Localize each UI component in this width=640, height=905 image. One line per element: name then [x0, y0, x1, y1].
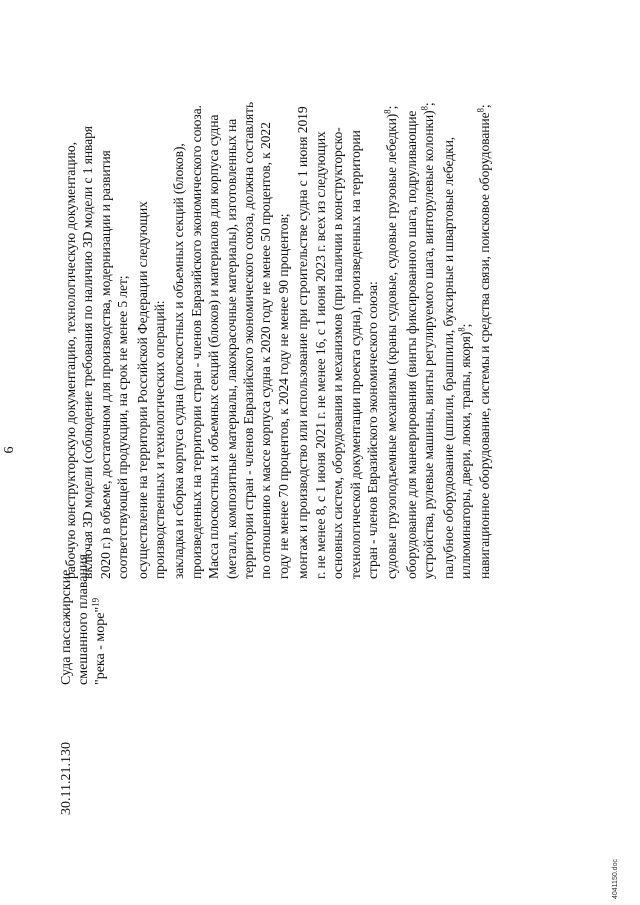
requirement-item	[62, 99, 132, 579]
requirement-text: палубное оборудование (шпили, брашпили, буксирные и швартовые лебедки, иллюминаторы, двери, люки, трапы, якоря)	[440, 136, 473, 579]
requirement-item	[294, 99, 381, 579]
document-filename: 4041150.doc	[612, 859, 619, 899]
requirement-text: монтаж и производство или использование при строительстве судна с 1 июня 2019 г. не менее 8, с 1 июня 2021 г. не менее 16, с 1 июня 2023 г. всех из следующих основных систем, оборудования и механизмов (при наличии в конструкторско-технологической документации проекта судна), произведенных на территории стран - членов Евразийского экономического союза:	[295, 106, 380, 579]
requirement-item	[134, 99, 169, 579]
footnote-marker: 8	[382, 109, 393, 114]
requirement-suffix: ;	[384, 105, 400, 110]
requirement-text: навигационное оборудование, системы и средства связи, поисковое оборудование	[477, 112, 493, 579]
requirement-suffix: ;	[421, 102, 437, 107]
requirement-suffix: ;	[477, 104, 493, 109]
requirement-item	[440, 99, 475, 579]
product-name-text: Суда пассажирские смешанного плавания "река - море"	[59, 554, 108, 685]
requirement-text: закладка и сборка корпуса судна (плоскостных и объемных секций (блоков), произведенных на территории стран - членов Евразийского экономического союза. Масса плоскостных и объемных секций (блоков) и материалов для корпуса судна (металл, композитные материалы, лакокрасочные материалы), изготовленных на территории стран - членов Евразийского экономического союза, должна составлять по отношению к массе корпуса судна к 2020 году не менее 50 процентов, к 2022 году не менее 70 процентов, к 2024 году не менее 90 процентов;	[171, 101, 291, 579]
requirement-text: осуществление на территории Российской Федерации следующих производственных и технологических операций:	[134, 201, 168, 579]
requirements-list	[62, 99, 494, 579]
requirement-suffix: ;	[457, 323, 473, 328]
page-number: 6	[2, 446, 17, 454]
requirement-text: рабочую конструкторскую документацию, технологическую документацию, включая 3D модели (соблюдение требования по наличию 3D модели с 1 января 2020 г.) в объеме, достаточном для производства, модернизации и развития соответствующей продукции, на срок не менее 5 лет;	[63, 126, 131, 579]
requirement-text: судовые грузоподъемные механизмы (краны судовые, судовые грузовые лебедки)	[384, 113, 400, 579]
footnote-marker: 8	[475, 108, 486, 113]
footnote-marker: 8	[419, 106, 430, 111]
product-footnote-marker: 19	[90, 597, 101, 607]
footnote-marker: 8	[456, 327, 467, 332]
requirement-item	[170, 99, 292, 579]
product-code: 30.11.21.130	[59, 742, 74, 815]
requirement-item	[476, 99, 493, 579]
requirement-item	[383, 99, 400, 579]
requirement-item	[403, 99, 438, 579]
requirement-text: оборудование для маневрирования (винты фиксированного шага, подруливающие устройства, рулевые машины, винты регулируемого шага, винторулевые колонки)	[403, 110, 437, 579]
